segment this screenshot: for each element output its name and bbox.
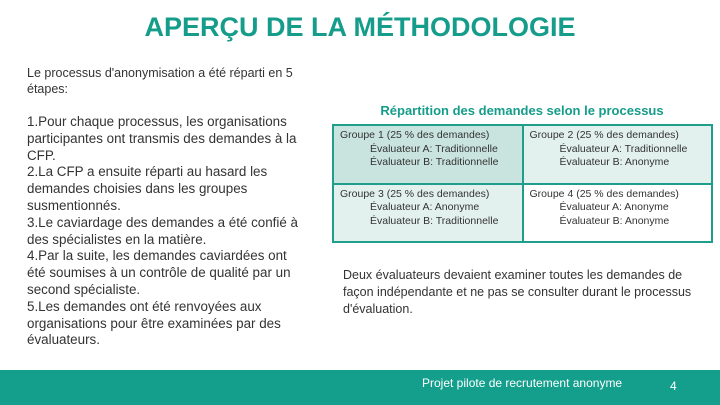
evaluator-b: Évaluateur B: Traditionnelle: [370, 156, 499, 168]
evaluator-a: Évaluateur A: Traditionnelle: [370, 142, 498, 155]
step-4: 4.Par la suite, les demandes caviardées ont été soumises à un contrôle de qualité par un second spécialiste.: [27, 248, 291, 297]
groups-table: [332, 124, 713, 243]
group-cell: [333, 184, 523, 243]
group-name: Groupe 3 (25 % des demandes): [340, 187, 490, 200]
table-title: Répartition des demandes selon le processus: [380, 103, 664, 118]
group-cell: [523, 125, 713, 184]
step-2: 2.La CFP a ensuite réparti au hasard les demandes choisies dans les groupes susmentionnés.: [27, 164, 268, 213]
evaluator-b: Évaluateur B: Traditionnelle: [370, 214, 499, 227]
page-number: 4: [670, 379, 677, 393]
evaluator-b: Évaluateur B: Anonyme: [559, 214, 670, 227]
group-name: Groupe 4 (25 % des demandes): [529, 187, 679, 200]
step-5: 5.Les demandes ont été renvoyées aux organisations pour être examinées par des évaluateurs.: [27, 298, 281, 348]
step-1: 1.Pour chaque processus, les organisations participantes ont transmis des demandes à la CFP.: [27, 114, 297, 163]
steps-list: [27, 114, 307, 349]
evaluator-b: Évaluateur B: Anonyme: [559, 156, 670, 168]
slide-title: APERÇU DE LA MÉTHODOLOGIE: [144, 12, 576, 42]
description-text: Deux évaluateurs devaient examiner toutes les demandes de façon indépendante et ne pas se consulter durant le processus d'évaluation.: [343, 268, 692, 316]
evaluator-a: Évaluateur A: Anonyme: [370, 201, 480, 213]
group-name: Groupe 2 (25 % des demandes): [529, 129, 679, 141]
footer-bar: [0, 370, 720, 405]
step-3: 3.Le caviardage des demandes a été confié à des spécialistes en la matière.: [27, 214, 298, 247]
group-name: Groupe 1 (25 % des demandes): [340, 129, 490, 141]
evaluator-a: Évaluateur A: Anonyme: [559, 201, 669, 213]
footer-text: Projet pilote de recrutement anonyme: [422, 376, 623, 390]
intro-text: Le processus d'anonymisation a été réparti en 5 étapes:: [27, 66, 293, 96]
group-cell: [523, 184, 713, 243]
evaluator-a: Évaluateur A: Traditionnelle: [559, 142, 688, 155]
group-cell: [333, 125, 523, 184]
